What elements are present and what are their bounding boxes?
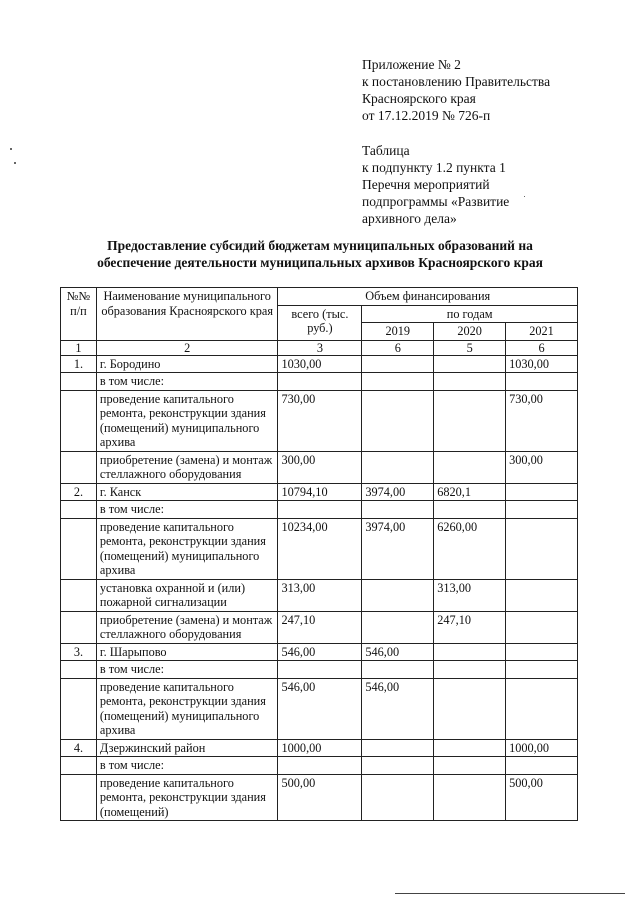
header-year-2019: 2019 (362, 323, 434, 341)
cell-v2020: 313,00 (434, 579, 506, 611)
column-number: 6 (506, 340, 578, 355)
cell-v2020 (434, 739, 506, 757)
cell-num (61, 757, 97, 775)
title-line-1: Предоставление субсидий бюджетам муниципальных образований на (107, 238, 533, 253)
table-row (61, 451, 578, 483)
header-by-years: по годам (362, 305, 578, 323)
cell-total (278, 373, 362, 391)
cell-num (61, 501, 97, 519)
cell-v2019 (362, 355, 434, 373)
table-row (61, 373, 578, 391)
cell-total (278, 757, 362, 775)
cell-num: 4. (61, 739, 97, 757)
cell-v2020 (434, 501, 506, 519)
cell-total (278, 501, 362, 519)
cell-v2020 (434, 373, 506, 391)
cell-v2020 (434, 451, 506, 483)
cell-name: Дзержинский район (96, 739, 278, 757)
cell-v2019 (362, 501, 434, 519)
column-number: 2 (96, 340, 278, 355)
cell-v2021 (506, 518, 578, 579)
table-row (61, 757, 578, 775)
cell-num (61, 579, 97, 611)
cell-total: 300,00 (278, 451, 362, 483)
cell-name: проведение капитального ремонта, реконструкции здания (помещений) муниципального архива (96, 678, 278, 739)
cell-v2019 (362, 739, 434, 757)
document-title (40, 237, 600, 271)
cell-v2021 (506, 757, 578, 775)
table-row (61, 611, 578, 643)
cell-v2019 (362, 579, 434, 611)
cell-v2020 (434, 355, 506, 373)
cell-name: приобретение (замена) и монтаж стеллажного оборудования (96, 451, 278, 483)
cell-total (278, 661, 362, 679)
column-number-row (61, 340, 578, 355)
table-row (61, 774, 578, 821)
column-number: 3 (278, 340, 362, 355)
cell-v2021 (506, 373, 578, 391)
scan-speck (524, 196, 525, 197)
cell-name: установка охранной и (или) пожарной сигнализации (96, 579, 278, 611)
cell-v2021: 730,00 (506, 390, 578, 451)
appendix-line: Приложение № 2 (362, 57, 461, 72)
cell-total: 1000,00 (278, 739, 362, 757)
cell-num (61, 611, 97, 643)
reference-line: Таблица (362, 143, 410, 158)
table-row (61, 579, 578, 611)
cell-v2021 (506, 661, 578, 679)
cell-name: в том числе: (96, 661, 278, 679)
cell-v2020 (434, 643, 506, 661)
table-row (61, 643, 578, 661)
cell-total: 10234,00 (278, 518, 362, 579)
cell-v2020: 247,10 (434, 611, 506, 643)
cell-v2021: 500,00 (506, 774, 578, 821)
table-row (61, 661, 578, 679)
cell-v2019 (362, 774, 434, 821)
table-row (61, 739, 578, 757)
table-row (61, 518, 578, 579)
appendix-line: к постановлению Правительства (362, 74, 551, 89)
reference-line: к подпункту 1.2 пункта 1 (362, 160, 506, 175)
cell-v2019: 546,00 (362, 678, 434, 739)
table-row (61, 501, 578, 519)
table-row (61, 678, 578, 739)
reference-line: архивного дела» (362, 211, 457, 226)
scan-speck (14, 162, 16, 164)
cell-total: 247,10 (278, 611, 362, 643)
cell-total: 500,00 (278, 774, 362, 821)
bottom-rule (395, 893, 625, 894)
header-num: №№ п/п (61, 288, 97, 341)
cell-total: 730,00 (278, 390, 362, 451)
cell-v2019 (362, 611, 434, 643)
appendix-lines (362, 56, 622, 124)
cell-v2020 (434, 757, 506, 775)
cell-v2019 (362, 757, 434, 775)
cell-num (61, 774, 97, 821)
table-row (61, 390, 578, 451)
cell-v2021 (506, 579, 578, 611)
table-header-row (61, 288, 578, 306)
funding-table (60, 287, 578, 821)
cell-v2020 (434, 678, 506, 739)
reference-line: Перечня мероприятий (362, 177, 490, 192)
cell-total: 313,00 (278, 579, 362, 611)
cell-v2020: 6820,1 (434, 483, 506, 501)
cell-v2019 (362, 390, 434, 451)
cell-total: 546,00 (278, 643, 362, 661)
cell-num (61, 661, 97, 679)
table-row (61, 355, 578, 373)
cell-v2019: 3974,00 (362, 518, 434, 579)
header-volume: Объем финансирования (278, 288, 578, 306)
cell-num: 1. (61, 355, 97, 373)
cell-v2021 (506, 501, 578, 519)
scan-speck (10, 148, 12, 150)
appendix-line: от 17.12.2019 № 726-п (362, 108, 491, 123)
cell-v2021: 300,00 (506, 451, 578, 483)
cell-num (61, 678, 97, 739)
title-line-2: обеспечение деятельности муниципальных архивов Красноярского края (97, 255, 543, 270)
reference-line: подпрограммы «Развитие (362, 194, 510, 209)
cell-name: проведение капитального ремонта, реконструкции здания (помещений) муниципального архива (96, 518, 278, 579)
cell-v2020 (434, 774, 506, 821)
cell-num (61, 451, 97, 483)
cell-name: г. Шарыпово (96, 643, 278, 661)
cell-num: 3. (61, 643, 97, 661)
appendix-header (362, 56, 622, 227)
column-number: 1 (61, 340, 97, 355)
cell-name: в том числе: (96, 501, 278, 519)
appendix-line: Красноярского края (362, 91, 476, 106)
cell-total: 1030,00 (278, 355, 362, 373)
cell-num (61, 518, 97, 579)
cell-v2021: 1000,00 (506, 739, 578, 757)
cell-v2020 (434, 390, 506, 451)
table-row (61, 483, 578, 501)
table-reference-lines (362, 142, 622, 227)
cell-v2021: 1030,00 (506, 355, 578, 373)
header-year-2021: 2021 (506, 323, 578, 341)
cell-v2019 (362, 451, 434, 483)
column-number: 5 (434, 340, 506, 355)
cell-num (61, 373, 97, 391)
cell-name: г. Канск (96, 483, 278, 501)
header-year-2020: 2020 (434, 323, 506, 341)
cell-name: проведение капитального ремонта, реконструкции здания (помещений) муниципального архива (96, 390, 278, 451)
cell-total: 10794,10 (278, 483, 362, 501)
cell-num (61, 390, 97, 451)
cell-v2021 (506, 483, 578, 501)
cell-v2019: 546,00 (362, 643, 434, 661)
cell-name: в том числе: (96, 757, 278, 775)
cell-v2019: 3974,00 (362, 483, 434, 501)
column-number: 6 (362, 340, 434, 355)
header-total: всего (тыс. руб.) (278, 305, 362, 340)
cell-total: 546,00 (278, 678, 362, 739)
cell-v2021 (506, 643, 578, 661)
cell-name: г. Бородино (96, 355, 278, 373)
cell-v2019 (362, 661, 434, 679)
cell-v2020 (434, 661, 506, 679)
cell-v2020: 6260,00 (434, 518, 506, 579)
cell-v2019 (362, 373, 434, 391)
cell-name: в том числе: (96, 373, 278, 391)
cell-num: 2. (61, 483, 97, 501)
cell-name: проведение капитального ремонта, реконструкции здания (помещений) (96, 774, 278, 821)
cell-v2021 (506, 678, 578, 739)
cell-name: приобретение (замена) и монтаж стеллажного оборудования (96, 611, 278, 643)
cell-v2021 (506, 611, 578, 643)
header-name: Наименование муниципального образования Красноярского края (96, 288, 278, 341)
